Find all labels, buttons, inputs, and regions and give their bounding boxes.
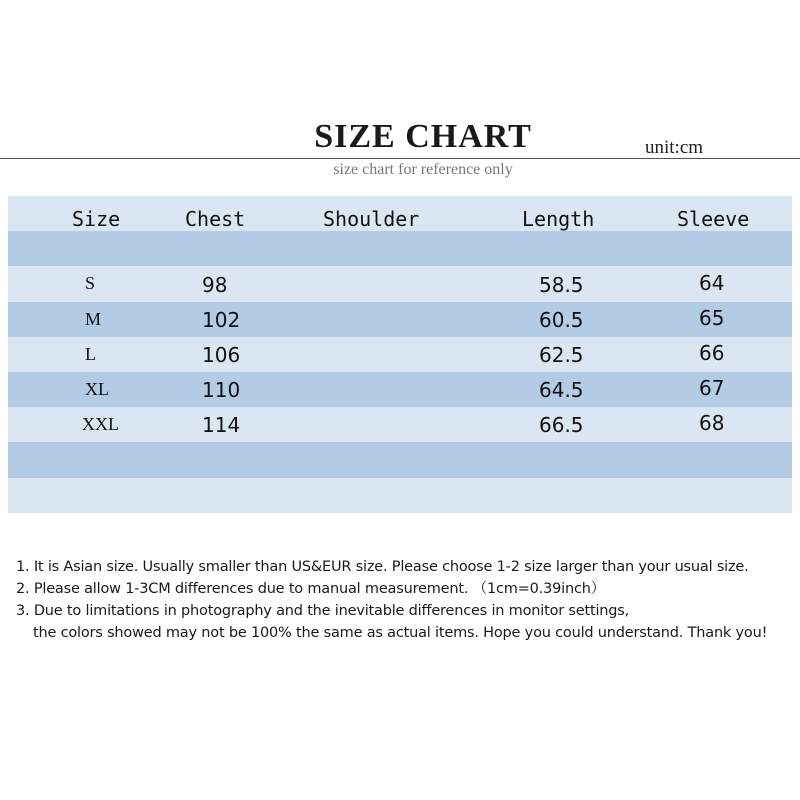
column-header-length: Length — [522, 207, 595, 231]
column-header-sleeve: Sleeve — [677, 207, 750, 231]
sleeve-cell: 65 — [699, 306, 725, 330]
length-cell: 58.5 — [539, 273, 584, 297]
size-table — [8, 196, 792, 513]
page-title: SIZE CHART — [314, 118, 532, 155]
table-band — [8, 478, 792, 513]
size-cell: S — [85, 273, 96, 293]
length-cell: 60.5 — [539, 308, 584, 332]
column-header-shoulder: Shoulder — [323, 207, 420, 231]
chest-cell: 106 — [202, 343, 241, 367]
size-cell: XXL — [82, 414, 119, 434]
table-band — [8, 266, 792, 301]
page-subtitle: size chart for reference only — [333, 161, 513, 178]
chest-cell: 102 — [202, 308, 241, 332]
table-band — [8, 372, 792, 407]
chest-cell: 110 — [202, 378, 241, 402]
column-header-size: Size — [72, 207, 121, 231]
note-line: the colors showed may not be 100% the same as actual items. Hope you could understand. Thank you! — [33, 625, 768, 641]
table-band — [8, 337, 792, 372]
note-line: 1. It is Asian size. Usually smaller than US&EUR size. Please choose 1-2 size larger than your usual size. — [16, 559, 749, 575]
column-header-chest: Chest — [185, 207, 246, 231]
title-divider — [0, 158, 800, 159]
unit-label: unit:cm — [645, 137, 704, 158]
length-cell: 62.5 — [539, 343, 584, 367]
note-line: 2. Please allow 1-3CM differences due to manual measurement. （1cm=0.39inch） — [16, 581, 606, 597]
length-cell: 66.5 — [539, 413, 584, 437]
length-cell: 64.5 — [539, 378, 584, 402]
size-notes — [16, 556, 800, 644]
table-band — [8, 407, 792, 442]
chest-cell: 98 — [202, 273, 228, 297]
sleeve-cell: 64 — [699, 271, 725, 295]
sleeve-cell: 66 — [699, 341, 725, 365]
table-band — [8, 302, 792, 337]
size-cell: L — [85, 344, 96, 364]
table-band — [8, 231, 792, 266]
chest-cell: 114 — [202, 413, 241, 437]
size-cell: XL — [85, 379, 109, 399]
table-band — [8, 442, 792, 477]
note-line: 3. Due to limitations in photography and the inevitable differences in monitor settings, — [16, 603, 630, 619]
sleeve-cell: 68 — [699, 411, 725, 435]
size-cell: M — [85, 309, 102, 329]
sleeve-cell: 67 — [699, 376, 725, 400]
